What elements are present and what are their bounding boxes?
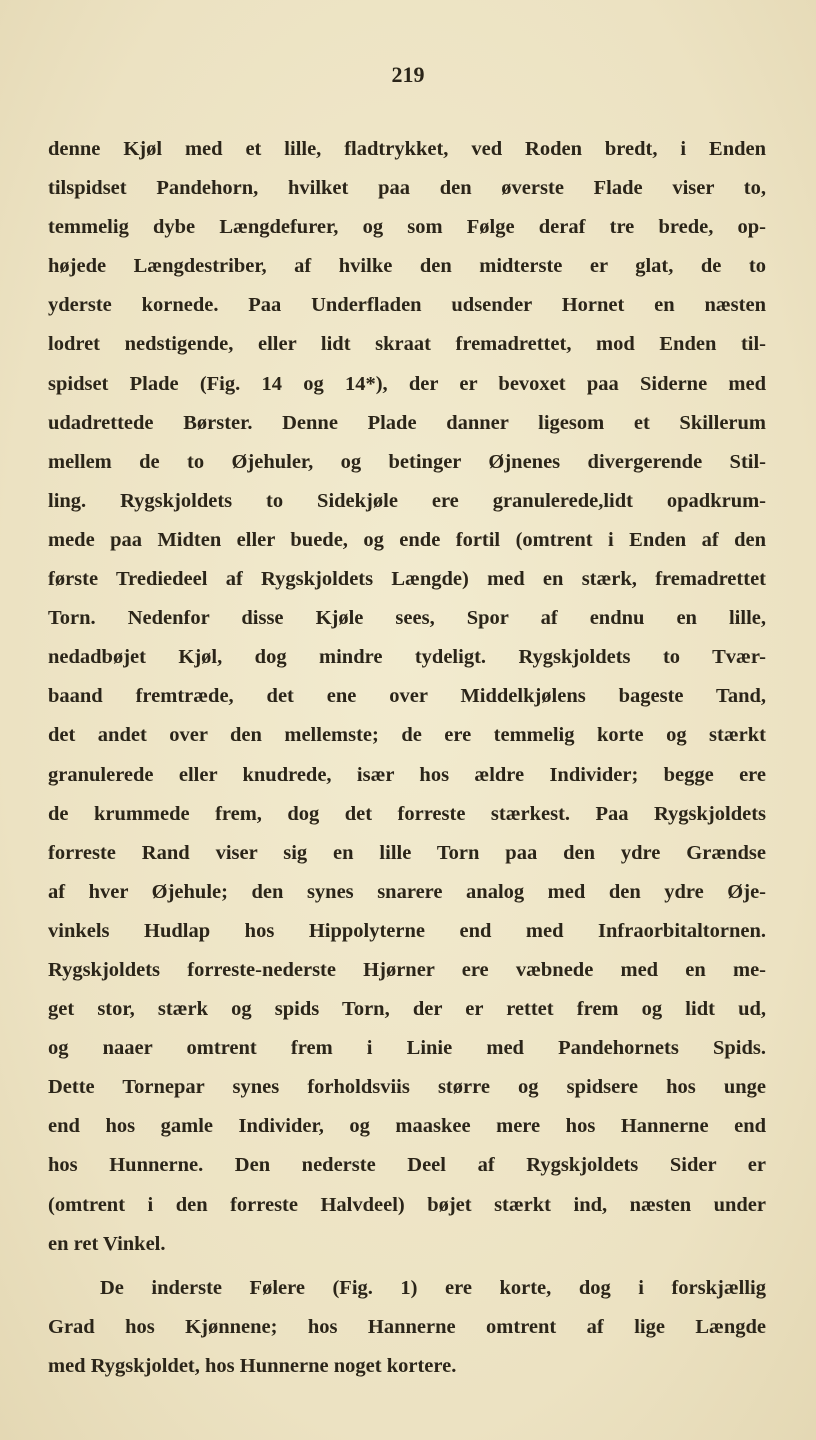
text-line: get stor, stærk og spids Torn, der er rettet frem og lidt ud, <box>48 998 766 1021</box>
page-number: 219 <box>391 62 425 87</box>
text-line: de krummede frem, dog det forreste stærkest. Paa Rygskjoldets <box>48 802 766 825</box>
text-line: mellem de to Øjehuler, og betinger Øjnenes divergerende Stil- <box>48 450 766 473</box>
text-line: yderste kornede. Paa Underfladen udsender Hornet en næsten <box>48 294 766 317</box>
text-body <box>48 130 766 1386</box>
text-line: og naaer omtrent frem i Linie med Pandehornets Spids. <box>48 1037 766 1060</box>
text-line: hos Hunnerne. Den nederste Deel af Rygskjoldets Sider er <box>48 1154 766 1177</box>
text-line: temmelig dybe Længdefurer, og som Følge deraf tre brede, op- <box>48 216 766 239</box>
text-line: Torn. Nedenfor disse Kjøle sees, Spor af endnu en lille, <box>48 607 766 630</box>
text-line: ling. Rygskjoldets to Sidekjøle ere granulerede,lidt opadkrum- <box>48 489 766 512</box>
text-line: Grad hos Kjønnene; hos Hannerne omtrent af lige Længde <box>48 1315 766 1338</box>
text-line: første Trediedeel af Rygskjoldets Længde) med en stærk, fremadrettet <box>48 568 766 591</box>
text-line: granulerede eller knudrede, især hos ældre Individer; begge ere <box>48 763 766 786</box>
text-line: det andet over den mellemste; de ere temmelig korte og stærkt <box>48 724 766 747</box>
text-line: (omtrent i den forreste Halvdeel) bøjet stærkt ind, næsten under <box>48 1193 766 1216</box>
text-line: udadrettede Børster. Denne Plade danner ligesom et Skillerum <box>48 411 766 434</box>
text-line: spidset Plade (Fig. 14 og 14*), der er bevoxet paa Siderne med <box>48 372 766 395</box>
text-line: med Rygskjoldet, hos Hunnerne noget kortere. <box>48 1354 457 1377</box>
text-line: lodret nedstigende, eller lidt skraat fremadrettet, mod Enden til- <box>48 333 766 356</box>
text-line: Dette Tornepar synes forholdsviis større og spidsere hos unge <box>48 1076 766 1099</box>
text-line: De inderste Følere (Fig. 1) ere korte, dog i forskjællig <box>100 1276 766 1299</box>
text-line: mede paa Midten eller buede, og ende fortil (omtrent i Enden af den <box>48 528 766 551</box>
text-line: end hos gamle Individer, og maaskee mere hos Hannerne end <box>48 1115 766 1138</box>
text-line: højede Længdestriber, af hvilke den midterste er glat, de to <box>48 255 766 278</box>
text-line: baand fremtræde, det ene over Middelkjølens bageste Tand, <box>48 685 766 708</box>
text-line: Rygskjoldets forreste-nederste Hjørner ere væbnede med en me- <box>48 958 766 981</box>
text-line: en ret Vinkel. <box>48 1232 166 1255</box>
text-line: af hver Øjehule; den synes snarere analog med den ydre Øje- <box>48 880 766 903</box>
text-line: denne Kjøl med et lille, fladtrykket, ved Roden bredt, i Enden <box>48 138 766 160</box>
text-line: vinkels Hudlap hos Hippolyterne end med Infraorbitaltornen. <box>48 919 766 942</box>
text-line: nedadbøjet Kjøl, dog mindre tydeligt. Rygskjoldets to Tvær- <box>48 646 766 669</box>
text-line: tilspidset Pandehorn, hvilket paa den øverste Flade viser to, <box>48 177 766 200</box>
text-line: forreste Rand viser sig en lille Torn paa den ydre Grændse <box>48 841 766 864</box>
